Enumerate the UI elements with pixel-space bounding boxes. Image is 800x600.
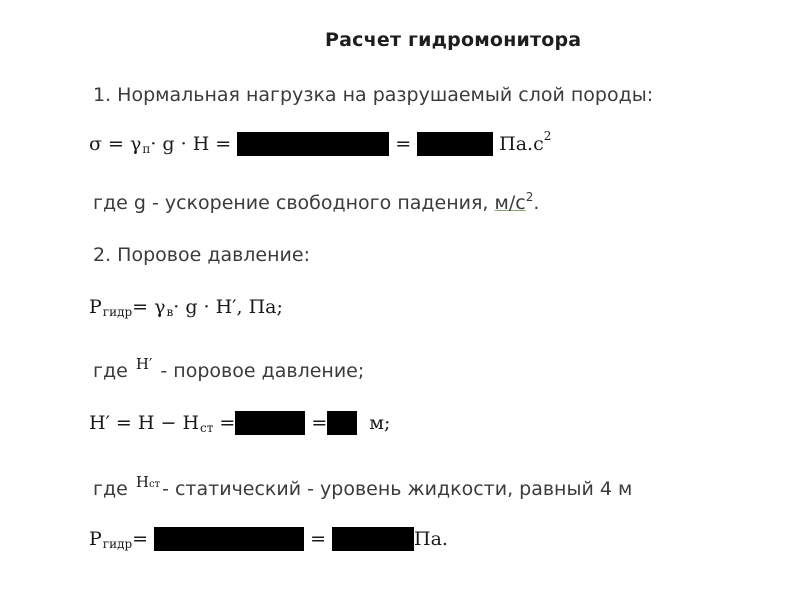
gravity-note-text: где g - ускорение свободного падения, (93, 192, 495, 214)
formula-pore-rest: · g · H′, Па; (173, 296, 283, 318)
formula-head-lhs-sub: ст (200, 421, 214, 435)
section2-heading: 2. Поровое давление: (93, 244, 310, 266)
pore-note (93, 355, 365, 382)
formula-head (89, 411, 390, 435)
formula-pressure (89, 527, 448, 551)
gravity-note-unit: м/с (494, 192, 526, 214)
redacted-block (237, 132, 389, 156)
gravity-note-end: . (533, 192, 540, 214)
formula-pressure-lhs-sub: гидр (102, 537, 133, 551)
pore-note-where: где (93, 360, 128, 382)
formula-pore-lhs: P (89, 296, 102, 318)
formula-sigma-lhs: σ = γ (89, 133, 142, 155)
formula-head-eq: = (219, 412, 236, 434)
formula-sigma-unit: Па.с (499, 133, 544, 155)
pore-note-text: - поровое давление; (160, 360, 365, 382)
pore-note-var: H′ (135, 355, 153, 373)
static-note-where: где (93, 478, 128, 500)
formula-pore (89, 296, 283, 318)
formula-sigma-unit-sup: 2 (543, 129, 552, 143)
formula-head-eq2: = (311, 412, 328, 434)
redacted-block (417, 132, 493, 156)
formula-pressure-eq2: = (310, 528, 326, 550)
formula-pressure-unit: Па. (414, 528, 448, 550)
redacted-block (154, 527, 304, 551)
formula-sigma-sub: п (142, 142, 151, 156)
static-note-var-sub: ст (148, 479, 161, 490)
static-note-var-h: H (135, 473, 149, 491)
gravity-note-sup: 2 (525, 190, 534, 204)
page-title: Расчет гидромонитора (325, 29, 582, 51)
section1-heading: 1. Нормальная нагрузка на разрушаемый слой породы: (93, 84, 654, 106)
formula-head-unit: м; (369, 412, 391, 434)
redacted-block (327, 411, 357, 435)
formula-sigma-eq: = (395, 133, 412, 155)
formula-head-lhs: H′ = H − H (89, 412, 200, 434)
formula-pore-rhs: = γ (132, 296, 166, 318)
formula-sigma (89, 129, 552, 156)
formula-pore-rhs-sub: в (166, 305, 174, 319)
formula-pore-lhs-sub: гидр (102, 305, 133, 319)
formula-pressure-eq: = (132, 528, 149, 550)
static-note-var (136, 473, 160, 491)
gravity-note (93, 190, 539, 214)
redacted-block (235, 411, 305, 435)
formula-pressure-lhs: P (89, 528, 102, 550)
redacted-block (332, 527, 414, 551)
static-note-text: - статический - уровень жидкости, равный 4 м (162, 478, 633, 500)
formula-sigma-middle: · g · H = (150, 133, 232, 155)
static-level-note (93, 473, 633, 500)
